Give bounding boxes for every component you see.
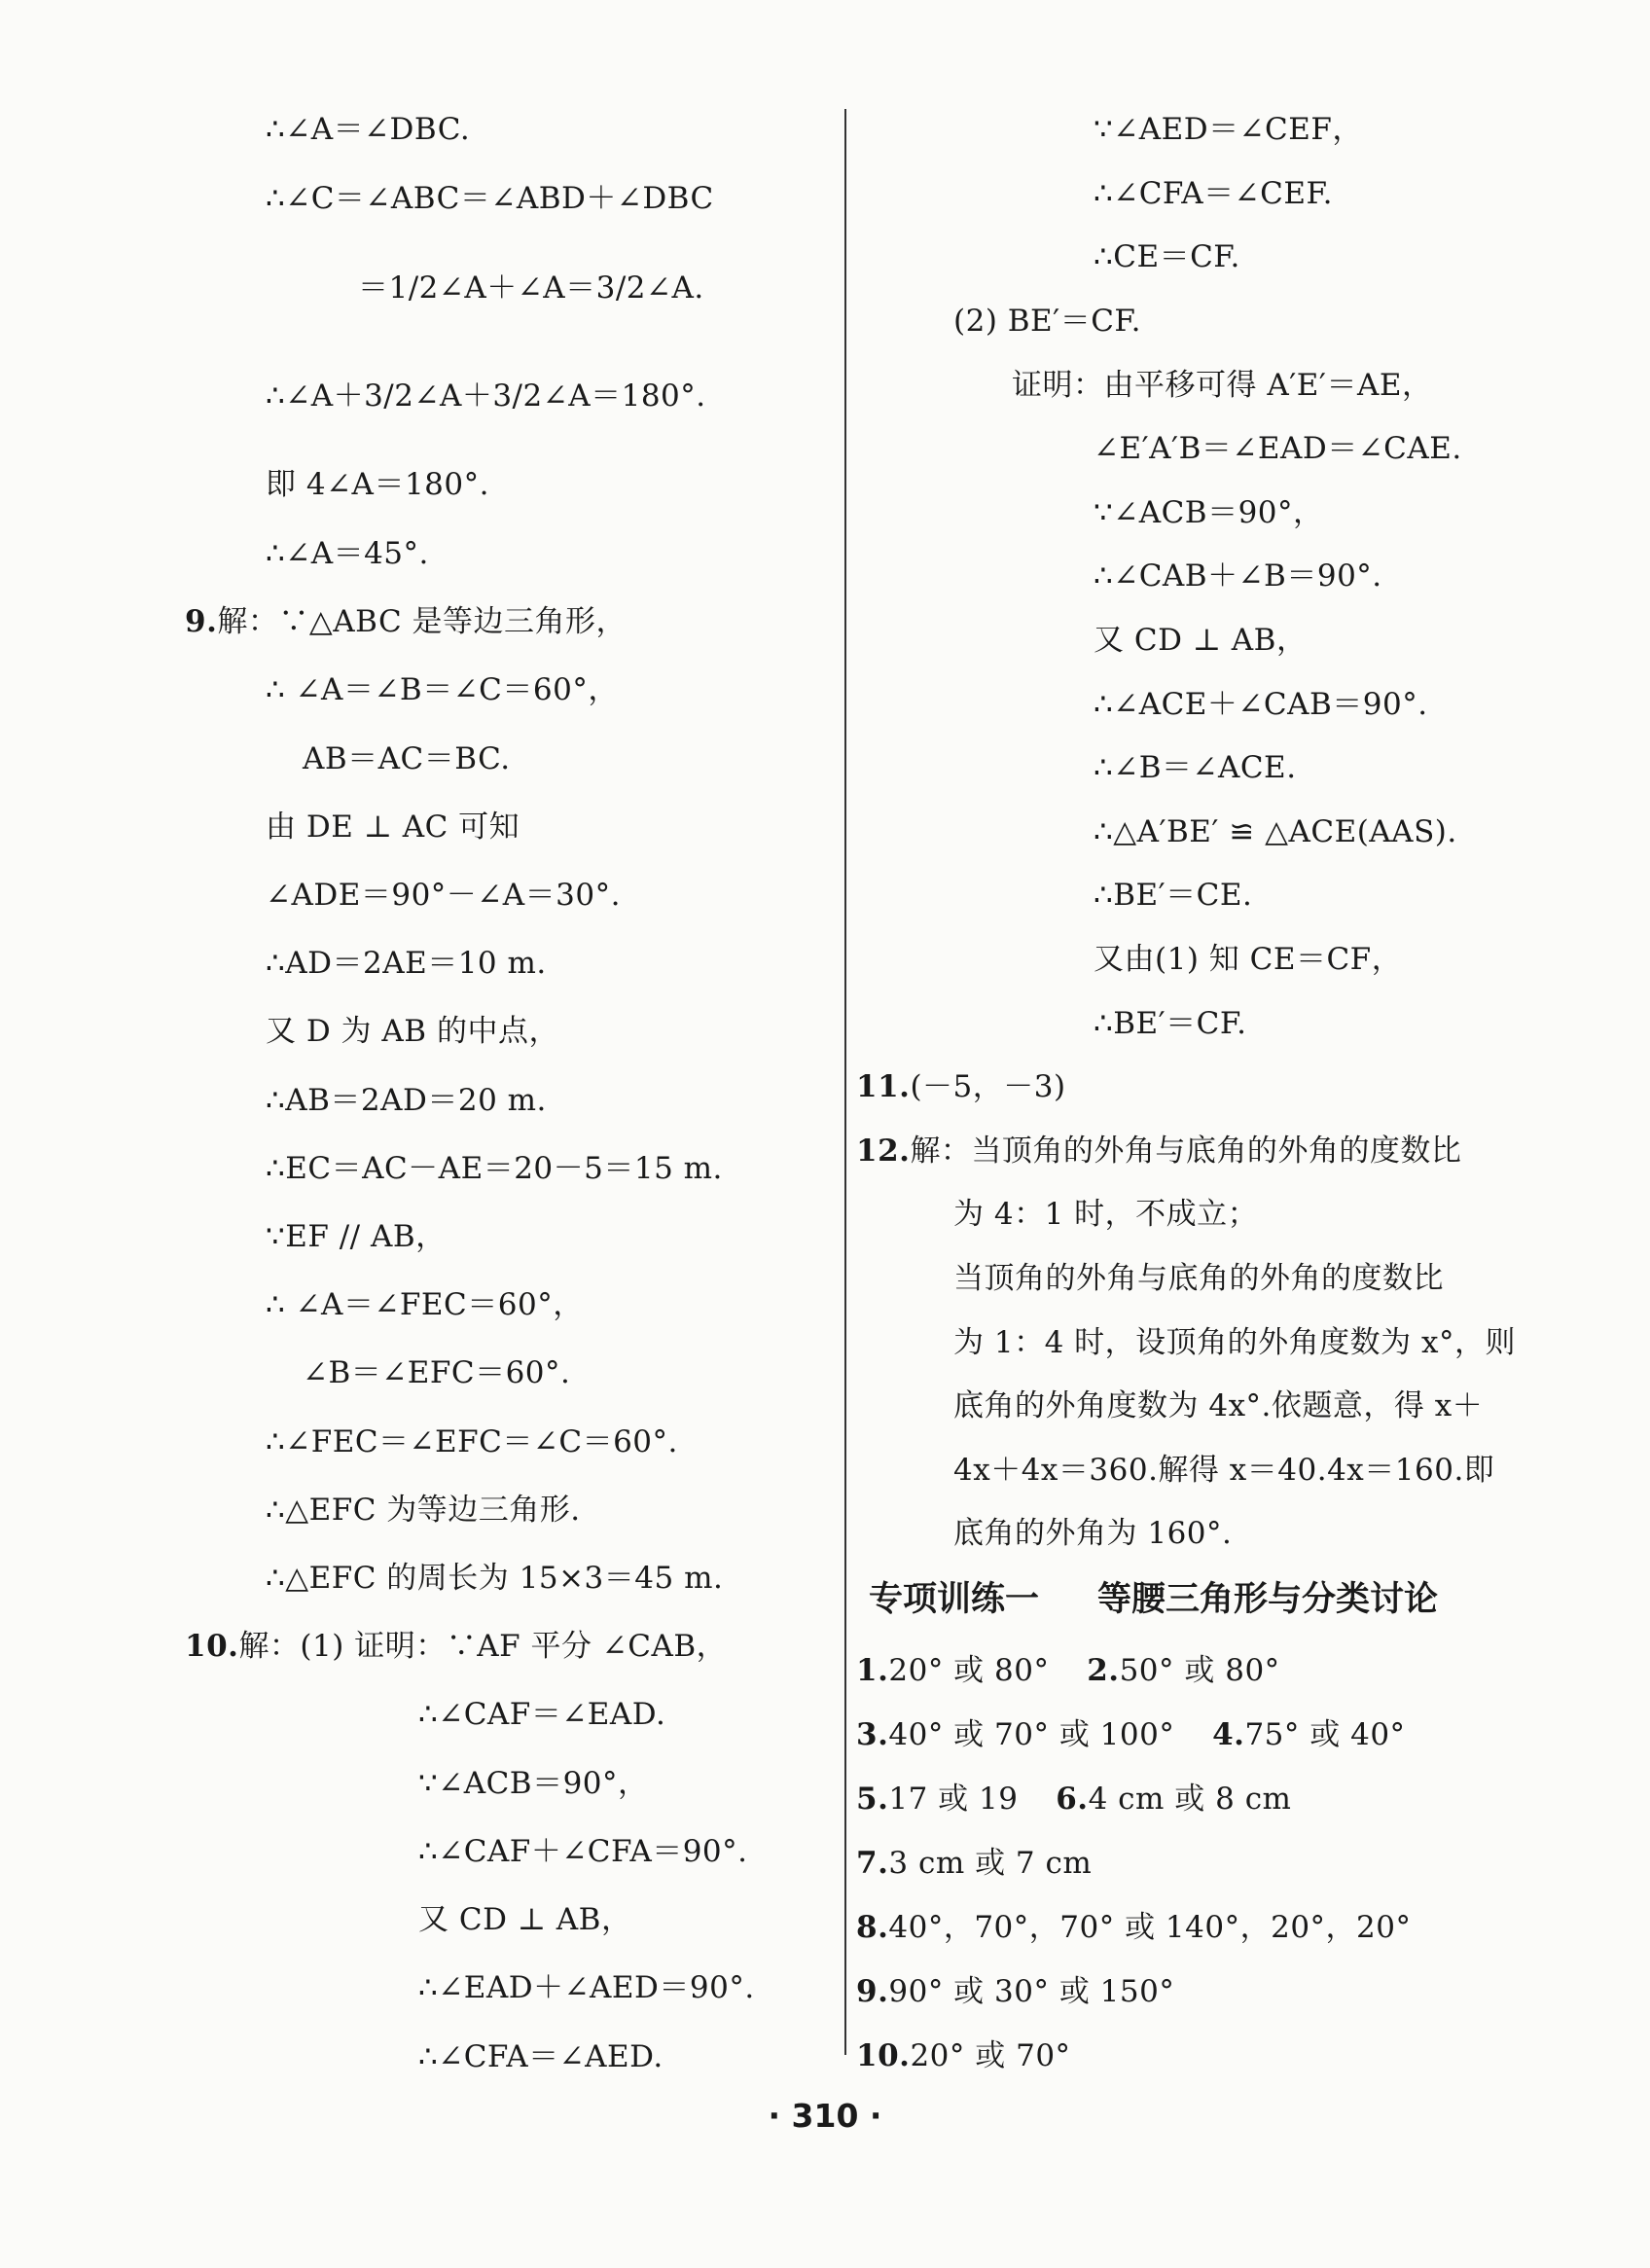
section-title-right: 等腰三角形与分类讨论 — [1097, 1580, 1439, 1619]
answer-row — [856, 1972, 1174, 2011]
answer-text: 40° 或 70° 或 100° — [888, 1717, 1175, 1752]
text-line: 为 1：4 时，设顶角的外角度数为 x°，则 — [953, 1325, 1516, 1360]
text-line: (－5，－3) — [910, 1069, 1066, 1104]
answer-text: 75° 或 40° — [1244, 1717, 1406, 1752]
text-line: ∴∠ACE＋∠CAB＝90°. — [1094, 687, 1428, 722]
text-line: ∴△EFC 为等边三角形. — [266, 1493, 581, 1528]
answer-row — [856, 1780, 1291, 1818]
text-line: ∴CE＝CF. — [1094, 239, 1240, 274]
text-line: ∴AB＝2AD＝20 m. — [266, 1083, 547, 1118]
text-line: ∴∠CAB＋∠B＝90°. — [1094, 558, 1382, 594]
answer-number: 4. — [1212, 1717, 1245, 1752]
answer-text: 20° 或 70° — [910, 2038, 1071, 2073]
text-line: AB＝AC＝BC. — [303, 741, 511, 776]
answer-text: 17 或 19 — [888, 1782, 1019, 1817]
text-line: 底角的外角为 160°. — [953, 1516, 1233, 1551]
text-line: ∴BE′＝CE. — [1094, 878, 1253, 913]
text-line: ∴∠A＝∠DBC. — [266, 112, 471, 147]
text-line: 解：∵△ABC 是等边三角形， — [217, 604, 628, 639]
question-number: 9. — [185, 604, 218, 639]
answer-number: 6. — [1056, 1782, 1089, 1817]
text-line: 又 CD ⊥ AB， — [1094, 623, 1308, 658]
text-line: ∴∠CAF＝∠EAD. — [418, 1697, 666, 1732]
text-line: 解：当顶角的外角与底角的外角的度数比 — [910, 1134, 1462, 1169]
answer-text: 3 cm 或 7 cm — [888, 1846, 1093, 1881]
text-line: ∴∠EAD＋∠AED＝90°. — [418, 1970, 755, 2005]
text-line: ∴EC＝AC－AE＝20－5＝15 m. — [266, 1151, 723, 1186]
answer-number: 1. — [856, 1653, 889, 1688]
text-line: 证明：由平移可得 A′E′＝AE， — [1012, 368, 1433, 403]
text-line: ∴∠CFA＝∠CEF. — [1094, 176, 1333, 211]
text-line: ∵∠AED＝∠CEF， — [1094, 112, 1363, 147]
answer-text: 50° 或 80° — [1119, 1653, 1280, 1688]
text-line: ＝1/2∠A＋∠A＝3/2∠A. — [358, 270, 704, 306]
answer-number: 10. — [856, 2038, 911, 2073]
answer-row — [856, 2036, 1071, 2075]
text-line: 又 D 为 AB 的中点， — [266, 1014, 559, 1049]
text-line: 又 CD ⊥ AB， — [418, 1902, 632, 1937]
question-number: 10. — [185, 1629, 239, 1664]
text-line: ∴△EFC 的周长为 15×3＝45 m. — [266, 1561, 724, 1596]
text-line: ∴∠A＋3/2∠A＋3/2∠A＝180°. — [266, 378, 706, 414]
section-title-left: 专项训练一 — [869, 1580, 1040, 1619]
text-line: 为 4：1 时，不成立； — [953, 1197, 1259, 1232]
text-line: 当顶角的外角与底角的外角的度数比 — [953, 1261, 1444, 1296]
question-number: 12. — [856, 1134, 911, 1169]
answer-number: 5. — [856, 1782, 889, 1817]
question-9 — [185, 602, 627, 641]
text-line: ∴∠C＝∠ABC＝∠ABD＋∠DBC — [266, 181, 714, 216]
answer-row — [856, 1908, 1411, 1947]
answer-row — [856, 1715, 1406, 1754]
text-line: ∠E′A′B＝∠EAD＝∠CAE. — [1094, 431, 1462, 466]
text-line: ∴∠CFA＝∠AED. — [418, 2039, 664, 2074]
answer-row — [856, 1651, 1280, 1690]
text-line: ∠ADE＝90°－∠A＝30°. — [266, 878, 621, 913]
text-line: ∠B＝∠EFC＝60°. — [303, 1355, 571, 1390]
question-12 — [856, 1132, 1461, 1170]
answer-text: 20° 或 80° — [888, 1653, 1050, 1688]
text-line: ∴ ∠A＝∠B＝∠C＝60°， — [266, 672, 619, 707]
question-number: 11. — [856, 1069, 911, 1104]
answer-number: 3. — [856, 1717, 889, 1752]
question-11 — [856, 1067, 1066, 1106]
text-line: ∵EF // AB， — [266, 1219, 447, 1254]
text-line: ∵∠ACB＝90°， — [418, 1766, 649, 1801]
text-line: ∴∠A＝45°. — [266, 536, 429, 571]
page-number: · 310 · — [768, 2097, 882, 2135]
answer-number: 9. — [856, 1974, 889, 2009]
answer-number: 2. — [1087, 1653, 1120, 1688]
text-line: 解：(1) 证明：∵AF 平分 ∠CAB， — [238, 1629, 728, 1664]
answer-number: 7. — [856, 1846, 889, 1881]
text-line: ∴∠FEC＝∠EFC＝∠C＝60°. — [266, 1424, 678, 1459]
text-line: (2) BE′＝CF. — [953, 304, 1141, 339]
text-line: 底角的外角度数为 4x°.依题意，得 x＋ — [953, 1388, 1484, 1423]
text-line: ∴ ∠A＝∠FEC＝60°， — [266, 1287, 584, 1322]
text-line: ∴AD＝2AE＝10 m. — [266, 946, 547, 981]
answer-text: 40°，70°，70° 或 140°，20°，20° — [888, 1910, 1412, 1945]
text-line: ∴BE′＝CF. — [1094, 1006, 1247, 1041]
text-line: 由 DE ⊥ AC 可知 — [266, 810, 520, 845]
answer-text: 4 cm 或 8 cm — [1088, 1782, 1292, 1817]
text-line: ∵∠ACB＝90°， — [1094, 495, 1324, 530]
text-line: ∴∠CAF＋∠CFA＝90°. — [418, 1834, 748, 1869]
text-line: 即 4∠A＝180°. — [266, 467, 489, 502]
answer-number: 8. — [856, 1910, 889, 1945]
answer-text: 90° 或 30° 或 150° — [888, 1974, 1175, 2009]
question-10 — [185, 1627, 727, 1666]
text-line: 4x＋4x＝360.解得 x＝40.4x＝160.即 — [953, 1453, 1495, 1488]
text-line: ∴△A′BE′ ≌ △ACE(AAS). — [1094, 814, 1457, 849]
answer-row — [856, 1844, 1092, 1883]
text-line: 又由(1) 知 CE＝CF， — [1094, 942, 1403, 977]
section-title — [869, 1577, 1438, 1622]
text-line: ∴∠B＝∠ACE. — [1094, 750, 1297, 785]
column-divider — [844, 109, 846, 2055]
